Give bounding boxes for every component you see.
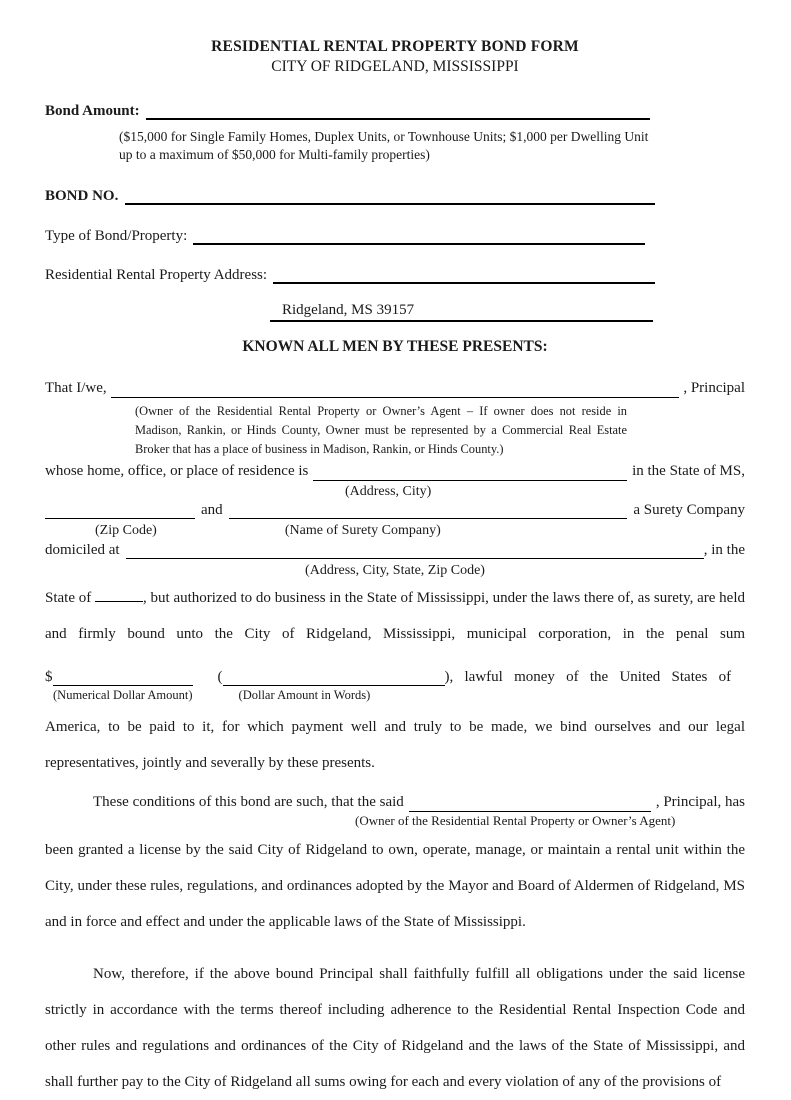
bond-amount-note xyxy=(119,128,745,164)
bond-amount-note-line1: ($15,000 for Single Family Homes, Duplex Units, or Townhouse Units; $1,000 per Dwelling Unit xyxy=(119,129,649,144)
state-of-suffix: , but authorized to do business in the State of Mississippi, under the laws there of, as surety, are held and firmly bound unto the City of Ridgeland, Mississippi, municipal corporation, in the penal sum xyxy=(45,590,745,642)
america-paragraph: America, to be paid to it, for which payment well and truly to be made, we bind ourselves and our legal representatives, jointly and severally by these presents. xyxy=(45,719,745,771)
conditions-prefix: These conditions of this bond are such, that the said xyxy=(93,794,404,810)
document-subtitle: CITY OF RIDGELAND, MISSISSIPPI xyxy=(271,58,519,75)
surety-name-caption: (Name of Surety Company) xyxy=(284,523,441,538)
address-city-caption: (Address, City) xyxy=(345,484,432,499)
domiciled-prefix: domiciled at xyxy=(45,542,120,558)
principal-suffix: , Principal xyxy=(683,380,745,396)
residence-row xyxy=(45,462,745,481)
conditions-principal-blank xyxy=(409,798,651,812)
dollar-sign: $ xyxy=(45,669,53,685)
residence-address-blank xyxy=(313,467,627,481)
penal-sum-tail: ), lawful money of the United States of xyxy=(444,669,732,685)
bond-no-label: BOND NO. xyxy=(45,188,119,204)
amount-words-blank xyxy=(223,672,445,686)
bond-type-blank-line xyxy=(193,231,645,245)
conditions-suffix: , Principal, has xyxy=(655,794,745,810)
domiciled-row xyxy=(45,541,745,560)
residence-prefix: whose home, office, or place of residence is xyxy=(45,463,309,479)
surety-captions-row xyxy=(45,522,745,539)
state-blank xyxy=(95,589,143,602)
owner-agent-note: (Owner of the Residential Rental Property or Owner’s Agent – If owner does not reside in Madison, Rankin, or Hinds County, Owner must be represented by a Commercial Real Estate Broker that has a place of business in Madison, Rankin, or Hinds County.) xyxy=(135,404,627,456)
principal-prefix: That I/we, xyxy=(45,380,107,396)
property-address-label: Residential Rental Property Address: xyxy=(45,267,268,283)
presents-heading: KNOWN ALL MEN BY THESE PRESENTS: xyxy=(242,338,548,355)
open-paren: ( xyxy=(217,669,223,685)
surety-and-text: and xyxy=(201,502,223,518)
penal-sum-row xyxy=(45,668,745,687)
principal-name-row xyxy=(45,379,745,398)
now-therefore-paragraph: Now, therefore, if the above bound Principal shall faithfully fulfill all obligations under the said license strictly in accordance with the terms thereof including adherence to the Residential Rental Inspection Code and other rules and regulations and ordinances of the City of Ridgeland and the laws of the State of Mississippi, and shall further pay to the City of Ridgeland all sums owing for each and every violation of any of the provisions of xyxy=(45,966,745,1090)
conditions-row xyxy=(45,793,745,812)
principal-name-blank xyxy=(111,384,680,398)
surety-row xyxy=(45,501,745,520)
property-address-field xyxy=(45,266,745,285)
zip-code-blank xyxy=(45,505,195,519)
bond-amount-field xyxy=(45,102,745,121)
bond-type-label: Type of Bond/Property: xyxy=(45,228,188,244)
property-address-blank-line xyxy=(273,270,655,284)
document-title: RESIDENTIAL RENTAL PROPERTY BOND FORM xyxy=(211,38,579,55)
bond-no-blank-line xyxy=(125,191,655,205)
bond-amount-blank-line xyxy=(146,106,650,120)
amount-words-caption: (Dollar Amount in Words) xyxy=(238,688,371,702)
domicile-address-blank xyxy=(126,545,704,559)
bond-type-field xyxy=(45,227,745,246)
domiciled-suffix: , in the xyxy=(703,542,745,558)
residence-suffix: in the State of MS, xyxy=(632,463,745,479)
granted-license-paragraph: been granted a license by the said City of Ridgeland to own, operate, manage, or maintain a rental unit within the City, under these rules, regulations, and ordinances adopted by the Mayor and Board of Aldermen of Ridgeland, MS and in force and effect and under the applicable laws of the State of Mississippi. xyxy=(45,842,745,930)
zip-code-caption: (Zip Code) xyxy=(95,523,157,538)
state-surety-paragraph xyxy=(45,580,745,652)
surety-name-blank xyxy=(229,505,628,519)
city-state-zip-line: Ridgeland, MS 39157 xyxy=(270,302,653,322)
state-of-prefix: State of xyxy=(45,590,92,606)
conditions-caption: (Owner of the Residential Rental Property or Owner’s Agent) xyxy=(355,813,676,828)
bond-no-field xyxy=(45,187,745,206)
numeric-amount-caption: (Numerical Dollar Amount) xyxy=(53,688,193,702)
bond-amount-note-line2: up to a maximum of $50,000 for Multi-family properties) xyxy=(119,147,430,162)
penal-sum-captions-row xyxy=(45,688,745,703)
domicile-caption: (Address, City, State, Zip Code) xyxy=(305,563,485,578)
numeric-amount-blank xyxy=(53,672,193,686)
bond-amount-label: Bond Amount: xyxy=(45,103,140,119)
surety-suffix: a Surety Company xyxy=(633,502,745,518)
